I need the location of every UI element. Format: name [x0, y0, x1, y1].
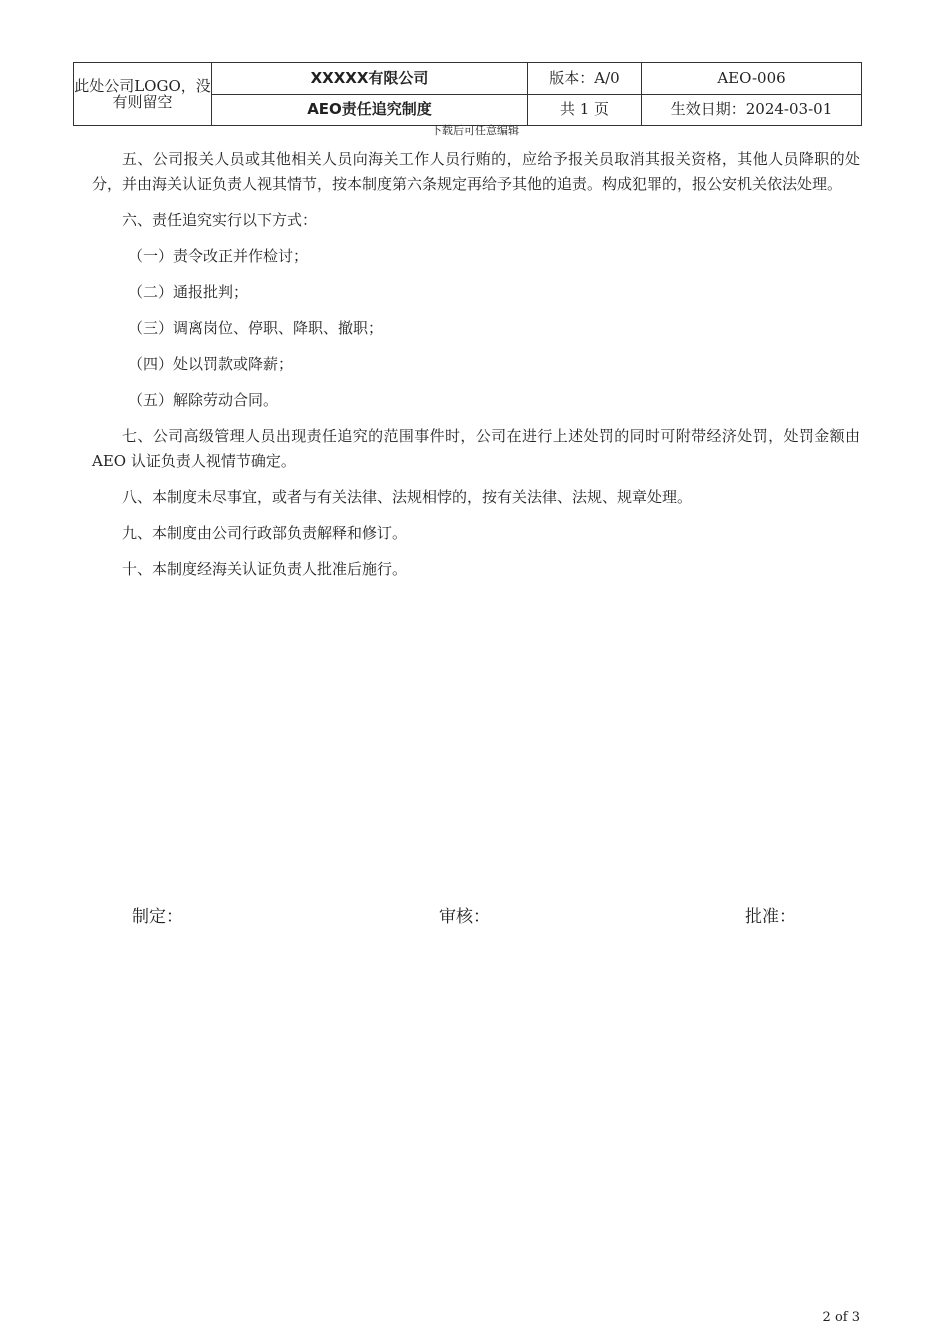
signature-approved: 批准： [745, 907, 796, 927]
signature-reviewed: 审核： [439, 907, 490, 927]
effective-date: 生效日期：2024-03-01 [642, 94, 862, 126]
company-logo-placeholder: 此处公司LOGO，没有则留空 [74, 63, 212, 126]
document-body [92, 147, 860, 593]
paragraph-8: 八、本制度未尽事宜，或者与有关法律、法规相悖的，按有关法律、法规、规章处理。 [122, 488, 693, 506]
document-header-table [73, 62, 862, 126]
document-code: AEO-006 [642, 63, 862, 95]
paragraph-7: 七、公司高级管理人员出现责任追究的范围事件时，公司在进行上述处罚的同时可附带经济处罚，处罚金额由 AEO 认证负责人视情节确定。 [92, 427, 860, 470]
signature-row [0, 902, 950, 926]
list-item-5: （五）解除劳动合同。 [128, 391, 279, 409]
paragraph-9: 九、本制度由公司行政部负责解释和修订。 [122, 524, 408, 542]
list-item-2: （二）通报批判； [128, 283, 249, 301]
list-item-4: （四）处以罚款或降薪； [128, 355, 294, 373]
document-version: 版本：A/0 [528, 63, 642, 95]
signature-drafted: 制定： [132, 907, 183, 927]
list-item-1: （一）责令改正并作检讨； [128, 247, 309, 265]
document-title: AEO责任追究制度 [212, 94, 528, 126]
paragraph-5: 五、公司报关人员或其他相关人员向海关工作人员行贿的，应给予报关员取消其报关资格，其他人员降职的处分，并由海关认证负责人视其情节，按本制度第六条规定再给予其他的追责。构成犯罪的，报公安机关依法处理。 [92, 150, 860, 193]
company-name: XXXXX有限公司 [212, 63, 528, 95]
list-item-3: （三）调离岗位、停职、降职、撤职； [128, 319, 384, 337]
paragraph-10: 十、本制度经海关认证负责人批准后施行。 [122, 560, 408, 578]
page-count: 共 1 页 [528, 94, 642, 126]
page-number: 2 of 3 [822, 1310, 860, 1325]
download-note: 下载后可任意编辑 [431, 124, 519, 137]
paragraph-6: 六、责任追究实行以下方式： [122, 211, 318, 229]
